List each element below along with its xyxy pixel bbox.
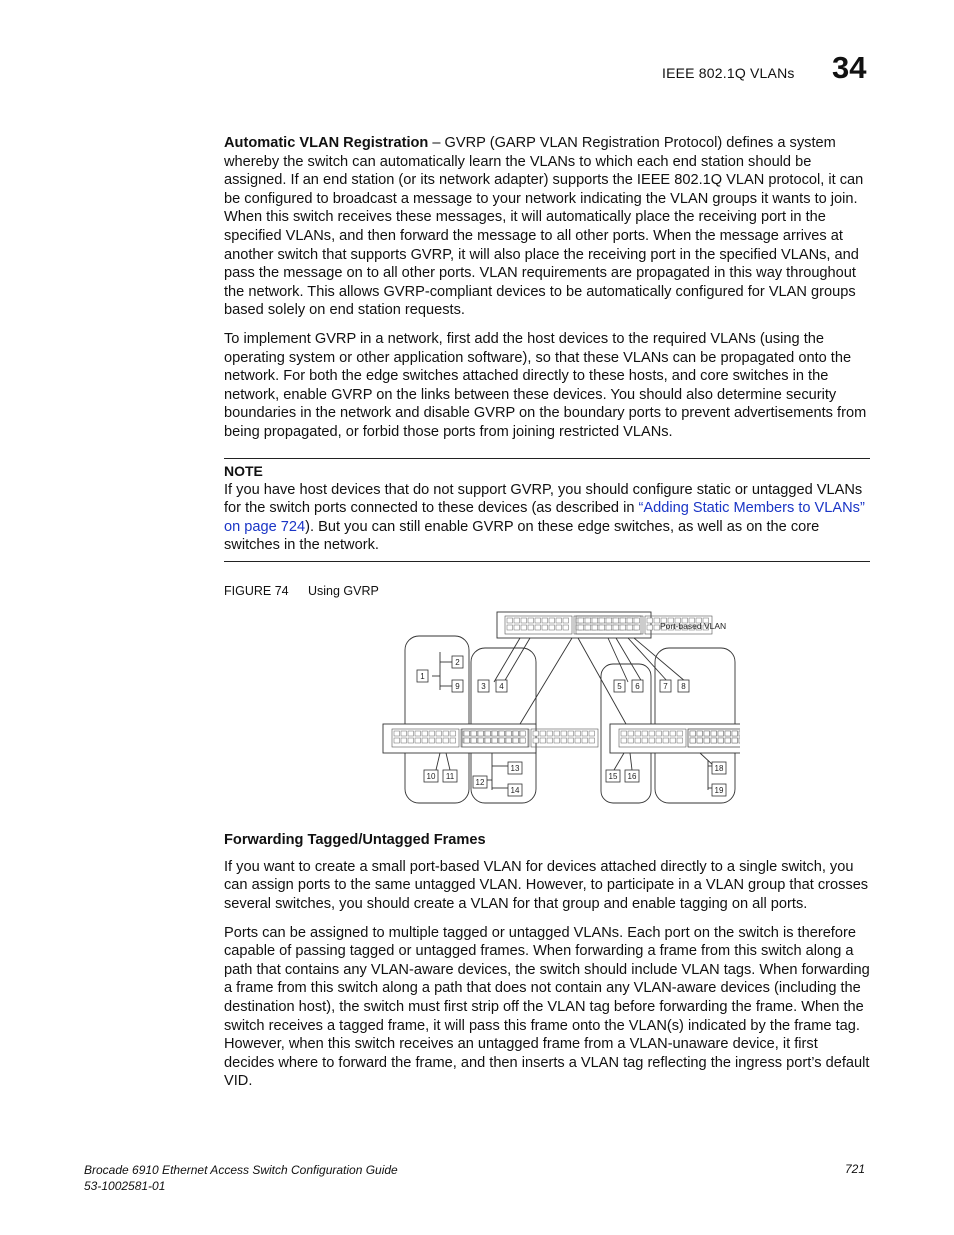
note-text-before: If you have host devices that do not support GVRP, you should configure static or untagged VLANs for the switch ports connected to these devices (as described in [224,481,863,517]
switch-port [415,731,421,736]
switch-port [436,731,442,736]
cross-reference-link[interactable]: “Adding Static Members to VLANs” on page 724 [224,500,865,535]
switch-port [514,625,520,630]
switch-port [520,731,526,736]
switch-port [582,738,588,743]
switch-port [568,731,574,736]
svg-text:3: 3 [481,681,486,691]
svg-text:9: 9 [455,681,460,691]
svg-text:7: 7 [663,681,668,691]
switch-port [535,618,541,623]
switch-port [513,738,519,743]
switch-port [621,731,627,736]
switch-port [635,731,641,736]
switch-port [394,731,400,736]
term-automatic-vlan-registration: Automatic VLAN Registration [224,135,429,151]
port-label-3 [478,680,489,692]
switch-port [533,738,539,743]
switch-port [415,738,421,743]
switch-port [450,738,456,743]
switch-port [628,738,634,743]
switch-port [575,738,581,743]
switch-port [704,731,710,736]
switch-port [528,618,534,623]
switch-port [654,625,660,630]
switch-port [627,618,633,623]
switch-port [647,618,653,623]
paragraph-port-based-vlan: If you want to create a small port-based VLAN for devices attached directly to a single switch, you can assign ports to the same untagged VLAN. However, to participate in a VLAN group that crosses several switches, you should create a VLAN for that group and enable tagging on all ports. [224,858,869,913]
switch-port [464,738,470,743]
port-label-13 [508,762,522,774]
switch-port [711,738,717,743]
port-label-18 [712,762,726,774]
port-label-10 [424,770,438,782]
port-label-8 [678,680,689,692]
paragraph-text: – GVRP (GARP VLAN Registration Protocol) defines a system whereby the switch can automatically learn the VLANs to which each end station should be assigned. If an end station (or its network adapter) supports the IEEE 802.1Q VLAN protocol, it can be configured to broadcast a message to your network indicating the VLAN groups it wants to join. When this switch receives these messages, it will automatically place the receiving port in the specified VLANs, and then forward the message to all other ports. When the message arrives at another switch that supports GVRP, it will also place the receiving port in the specified VLANs, and pass the message on to all other ports. VLAN requirements are propagated in this way throughout the network. This allows GVRP-compliant devices to be automatically configured for VLAN groups based solely on end station requests. [224,135,864,319]
footer-page-number: 721 [845,1162,866,1176]
port-label-15 [606,770,620,782]
switch-port [408,731,414,736]
switch-port [575,731,581,736]
switch-port [563,618,569,623]
footer-doc-number: 53-1002581-01 [84,1179,166,1193]
switch-port [429,738,435,743]
switch-port [628,731,634,736]
port-label-2 [452,656,463,668]
switch-port [547,731,553,736]
switch-port [739,731,740,736]
switch-port [656,731,662,736]
switch-port [732,731,738,736]
switch-port [485,731,491,736]
switch-port [642,738,648,743]
switch-port [732,738,738,743]
switch-port [563,625,569,630]
svg-text:11: 11 [445,771,455,781]
switch-port [718,738,724,743]
svg-text:6: 6 [635,681,640,691]
switch-port [506,738,512,743]
switch-port [697,731,703,736]
switch-port [533,731,539,736]
switch-port [589,738,595,743]
note-box [224,458,870,562]
switch-port [422,731,428,736]
switch-port [408,738,414,743]
switch-port [589,731,595,736]
svg-text:2: 2 [455,657,460,667]
switch-port [464,731,470,736]
switch-port [670,738,676,743]
switch-port [554,738,560,743]
port-label-5 [614,680,625,692]
svg-text:5: 5 [617,681,622,691]
switch-port [627,625,633,630]
switch-port [499,738,505,743]
switch-port [561,731,567,736]
switch-port [642,731,648,736]
switch-port [450,731,456,736]
switch-port [690,731,696,736]
switch-port [585,625,591,630]
switch-port [401,731,407,736]
switch-port [549,618,555,623]
switch-port [540,738,546,743]
gvrp-diagram [224,602,870,824]
switch-port [725,731,731,736]
port-label-6 [632,680,643,692]
svg-text:14: 14 [510,785,520,795]
gvrp-network-diagram [380,604,740,804]
switch-port [443,738,449,743]
svg-text:19: 19 [714,785,724,795]
note-text-after: ). But you can still enable GVRP on these edge switches, as well as on the core switches in the network. [224,518,820,554]
figure-label: FIGURE 74 [224,583,289,598]
switch-port [620,618,626,623]
switch-port [599,618,605,623]
switch-port [649,731,655,736]
switch-port [697,738,703,743]
footer-guide-info [84,1162,398,1194]
switch-port [663,731,669,736]
switch-port [542,618,548,623]
switch-port [613,618,619,623]
switch-port [542,625,548,630]
port-label-7 [660,680,671,692]
switch-port [561,738,567,743]
switch-port [725,738,731,743]
switch-port [556,618,562,623]
switch-port [592,618,598,623]
svg-text:8: 8 [681,681,686,691]
switch-port [635,738,641,743]
svg-text:10: 10 [426,771,436,781]
switch-port [492,738,498,743]
switch-port [422,738,428,743]
switch-port [606,618,612,623]
switch-port [401,738,407,743]
port-label-9 [452,680,463,692]
port-label-14 [508,784,522,796]
switch-port [549,625,555,630]
page-body [224,134,870,1101]
switch-port [711,731,717,736]
edge-switch-left [383,724,598,753]
switch-port [663,738,669,743]
paragraph-automatic-vlan-registration [224,134,870,320]
switch-port [613,625,619,630]
paragraph-implement-gvrp: To implement GVRP in a network, first add the host devices to the required VLANs (using the operating system or other application software), so that these VLANs can be propagated onto the network. For both the edge switches attached directly to these hosts, and core switches in the network, enable GVRP on the links between these devices. You should also determine security boundaries in the network and disable GVRP on the boundary ports to prevent advertisements from being propagated, or forbid those ports from joining restricted VLANs. [224,330,867,440]
switch-port [471,738,477,743]
svg-text:1: 1 [420,671,425,681]
port-label-16 [625,770,639,782]
switch-port [513,731,519,736]
port-label-12 [473,776,487,788]
svg-text:12: 12 [475,777,485,787]
switch-port [394,738,400,743]
port-label-19 [712,784,726,796]
switch-port [656,738,662,743]
port-label-1 [417,670,428,682]
switch-port [540,731,546,736]
switch-port [429,731,435,736]
figure-caption [224,584,870,602]
note-title: NOTE [224,462,263,479]
switch-port [485,738,491,743]
switch-port [568,738,574,743]
switch-port [478,731,484,736]
switch-port [499,731,505,736]
switch-port [521,618,527,623]
port-label-4 [496,680,507,692]
running-header-title: IEEE 802.1Q VLANs [662,65,795,81]
switch-port [478,738,484,743]
port-label-11 [443,770,457,782]
switch-port [514,618,520,623]
legend-port-based-vlan: Port-based VLAN [660,620,727,631]
switch-port [621,738,627,743]
switch-port [547,738,553,743]
switch-port [690,738,696,743]
edge-switch-right [610,724,740,753]
switch-port [647,625,653,630]
switch-port [718,731,724,736]
switch-port [739,738,740,743]
switch-port [592,625,598,630]
vlan-links [432,638,714,790]
switch-port [677,738,683,743]
paragraph-tagged-untagged: Ports can be assigned to multiple tagged or untagged VLANs. Each port on the switch is therefore capable of passing tagged or untagged frames. When forwarding a frame from this switch along a path that contains any VLAN-aware devices, the switch should include VLAN tags. When forwarding a frame from this switch along a path that does not contain any VLAN-aware devices (including the destination host), the switch must first strip off the VLAN tag before forwarding the frame. When the switch receives a tagged frame, it will pass this frame onto the VLAN(s) indicated by the frame tag. However, when this switch receives an untagged frame from a VLAN-unaware device, it first decides where to forward the frame, and then inserts a VLAN tag reflecting the ingress port’s default VID. [224,924,870,1090]
switch-port [520,738,526,743]
switch-port [578,618,584,623]
switch-port [507,618,513,623]
switch-port [535,625,541,630]
switch-port [507,625,513,630]
switch-port [654,618,660,623]
switch-port [704,738,710,743]
switch-port [554,731,560,736]
switch-port [506,731,512,736]
footer-guide-title: Brocade 6910 Ethernet Access Switch Configuration Guide [84,1163,398,1177]
switch-port [521,625,527,630]
chapter-number: 34 [832,50,867,85]
switch-port [436,738,442,743]
svg-text:16: 16 [627,771,637,781]
note-text [224,481,870,555]
switch-port [578,625,584,630]
switch-port [677,731,683,736]
figure-title: Using GVRP [308,583,379,598]
switch-port [670,731,676,736]
switch-port [528,625,534,630]
svg-text:15: 15 [608,771,618,781]
switch-port [471,731,477,736]
switch-port [582,731,588,736]
svg-text:13: 13 [510,763,520,773]
switch-port [443,731,449,736]
svg-text:18: 18 [714,763,724,773]
switch-port [634,625,640,630]
switch-port [492,731,498,736]
switch-port [606,625,612,630]
switch-port [620,625,626,630]
switch-port [634,618,640,623]
svg-text:4: 4 [499,681,504,691]
switch-port [649,738,655,743]
switch-port [585,618,591,623]
section-heading: Forwarding Tagged/Untagged Frames [224,831,486,848]
switch-port [556,625,562,630]
switch-port [599,625,605,630]
